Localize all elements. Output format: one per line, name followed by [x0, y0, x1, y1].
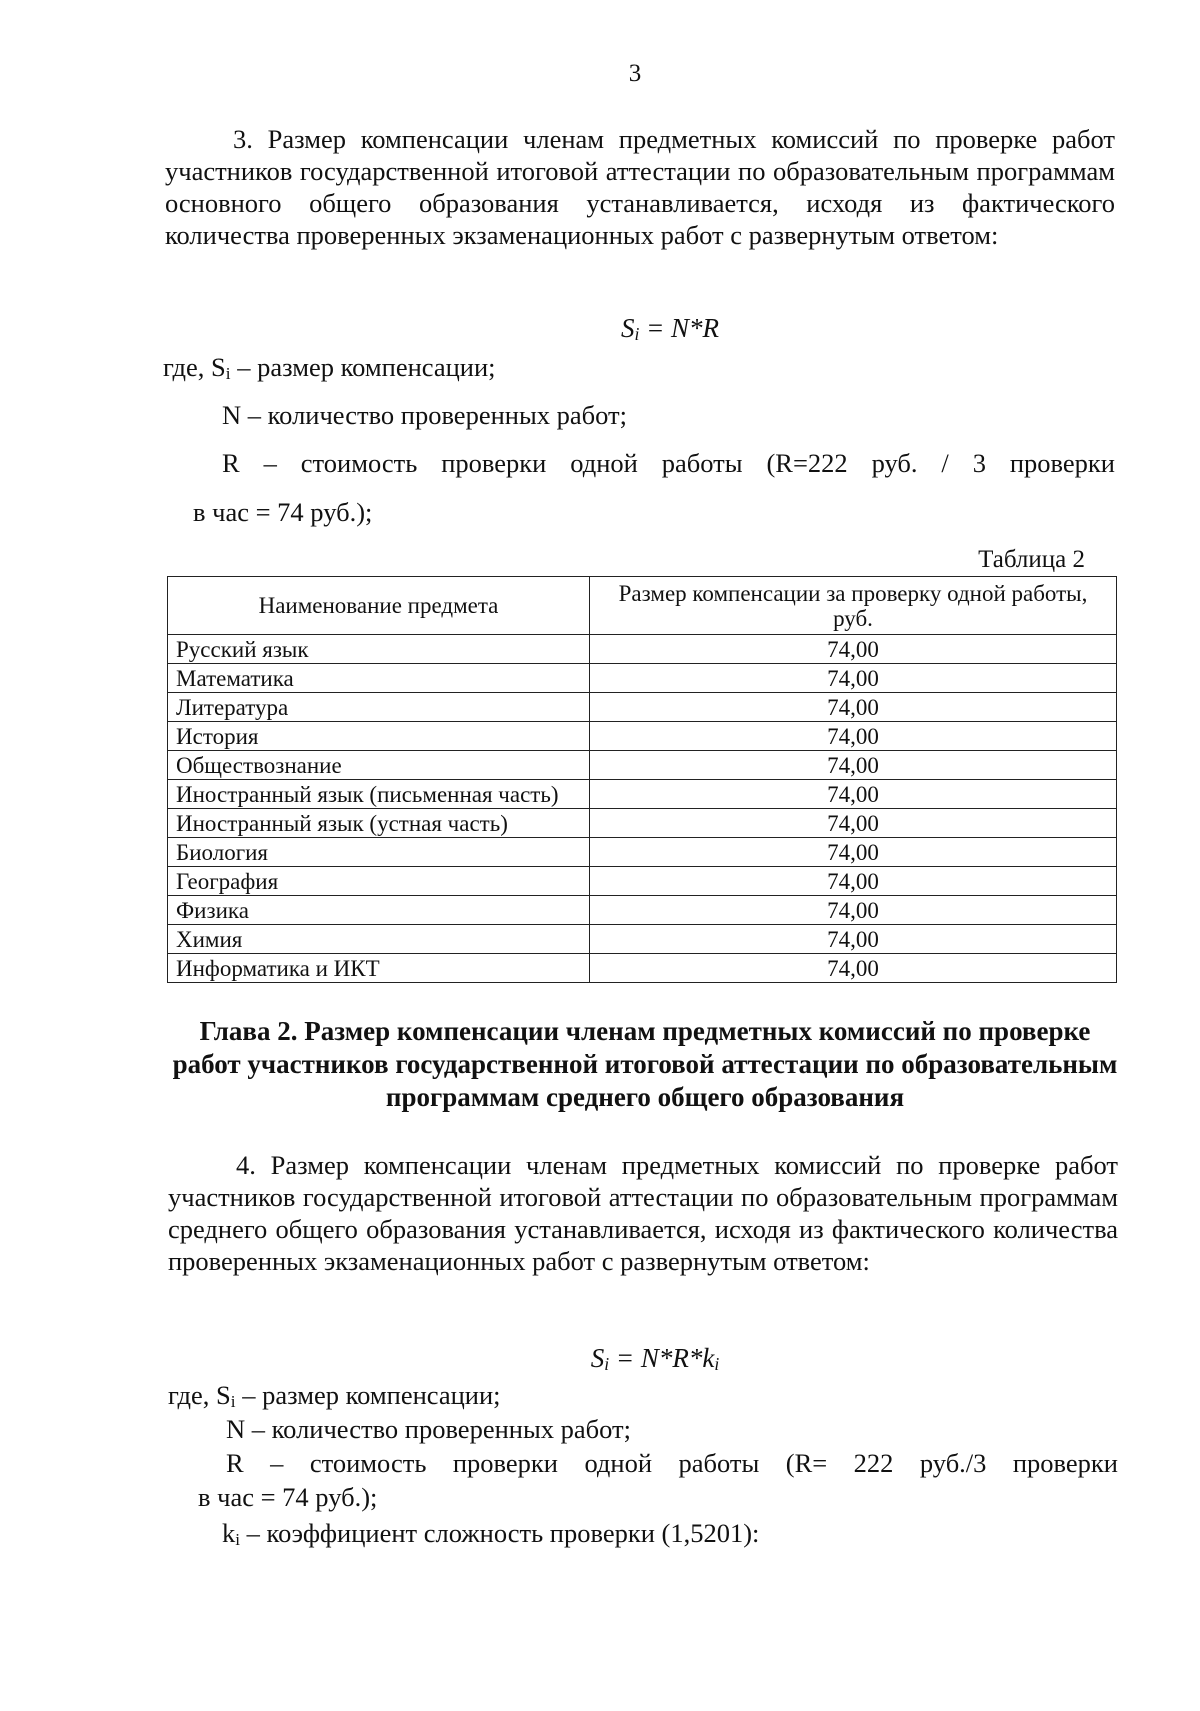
table-row — [168, 838, 1117, 867]
r-definition-2-line1: R – стоимость проверки одной работы (R= 222 руб./3 проверки — [226, 1448, 1118, 1478]
table-row — [168, 896, 1117, 925]
where-rest: – размер компенсации; — [230, 352, 496, 382]
table-header-row — [168, 577, 1117, 635]
where-subscript: i — [230, 1392, 236, 1411]
table-cell-amount: 74,00 — [590, 809, 1117, 838]
formula-rest: = N*R — [639, 313, 720, 343]
table-cell-subject: Биология — [168, 838, 590, 867]
page-number: 3 — [628, 60, 642, 87]
r-definition-line1: R – стоимость проверки одной работы (R=222 руб. / 3 проверки — [222, 448, 1115, 478]
table-cell-subject: Химия — [168, 925, 590, 954]
table-header-amount: Размер компенсации за проверку одной работы, руб. — [590, 577, 1117, 635]
table-caption: Таблица 2 — [978, 546, 1085, 573]
table-cell-subject: Иностранный язык (устная часть) — [168, 809, 590, 838]
compensation-table — [167, 576, 1117, 983]
r-definition-line2: в час = 74 руб.); — [193, 497, 373, 527]
formula-symbol: S — [590, 1343, 605, 1373]
formula-rest: = N*R*k — [609, 1343, 715, 1373]
where-si-definition-2 — [168, 1380, 501, 1412]
chapter2-heading: Глава 2. Размер компенсации членам предметных комиссий по проверке работ участников государственной итоговой аттестации по образовательным программам среднего общего образования — [172, 1016, 1118, 1112]
table-row — [168, 925, 1117, 954]
table-cell-amount: 74,00 — [590, 867, 1117, 896]
table-cell-amount: 74,00 — [590, 693, 1117, 722]
formula-symbol: S — [620, 313, 635, 343]
table-cell-subject: Математика — [168, 664, 590, 693]
formula-subscript-k: i — [714, 1354, 720, 1374]
table-row — [168, 722, 1117, 751]
where-si-definition — [163, 352, 496, 384]
table-cell-amount: 74,00 — [590, 780, 1117, 809]
table-row — [168, 664, 1117, 693]
table-cell-amount: 74,00 — [590, 925, 1117, 954]
table-row — [168, 809, 1117, 838]
section3-paragraph: 3. Размер компенсации членам предметных комиссий по проверке работ участников государственной итоговой аттестации по образовательным программам основного общего образования устанавливается, исходя из фактического количества проверенных экзаменационных работ с развернутым ответом: — [165, 124, 1115, 250]
where-subscript: i — [225, 364, 231, 383]
table-cell-amount: 74,00 — [590, 664, 1117, 693]
where-rest: – размер компенсации; — [235, 1380, 501, 1410]
table-cell-subject: Русский язык — [168, 635, 590, 664]
table-cell-subject: География — [168, 867, 590, 896]
table-cell-subject: Обществознание — [168, 751, 590, 780]
table-row — [168, 751, 1117, 780]
formula-compensation — [0, 313, 1200, 345]
k-rest: – коэффициент сложность проверки (1,5201): — [240, 1518, 760, 1548]
table-cell-amount: 74,00 — [590, 722, 1117, 751]
table-cell-amount: 74,00 — [590, 751, 1117, 780]
table-cell-amount: 74,00 — [590, 838, 1117, 867]
formula-subscript: i — [604, 1354, 610, 1374]
k-subscript: i — [235, 1530, 241, 1549]
k-definition — [222, 1518, 759, 1550]
table-row — [168, 954, 1117, 983]
table-header-subject: Наименование предмета — [168, 577, 590, 635]
table-cell-subject: Физика — [168, 896, 590, 925]
table-cell-subject: Литература — [168, 693, 590, 722]
n-definition: N – количество проверенных работ; — [222, 400, 627, 430]
table-cell-amount: 74,00 — [590, 635, 1117, 664]
table-cell-amount: 74,00 — [590, 896, 1117, 925]
formula-compensation-k — [0, 1343, 1200, 1375]
table-row — [168, 693, 1117, 722]
n-definition-2: N – количество проверенных работ; — [226, 1414, 631, 1444]
where-prefix: где, S — [163, 352, 226, 382]
table-cell-subject: История — [168, 722, 590, 751]
table-cell-amount: 74,00 — [590, 954, 1117, 983]
where-prefix: где, S — [168, 1380, 231, 1410]
table-cell-subject: Иностранный язык (письменная часть) — [168, 780, 590, 809]
table-row — [168, 780, 1117, 809]
table-row — [168, 867, 1117, 896]
k-prefix: k — [222, 1518, 236, 1548]
section4-paragraph: 4. Размер компенсации членам предметных комиссий по проверке работ участников государственной итоговой аттестации по образовательным программам среднего общего образования устанавливается, исходя из фактического количества проверенных экзаменационных работ с развернутым ответом: — [168, 1150, 1118, 1276]
formula-subscript: i — [634, 324, 640, 344]
table-row — [168, 635, 1117, 664]
r-definition-2-line2: в час = 74 руб.); — [198, 1482, 378, 1512]
table-cell-subject: Информатика и ИКТ — [168, 954, 590, 983]
